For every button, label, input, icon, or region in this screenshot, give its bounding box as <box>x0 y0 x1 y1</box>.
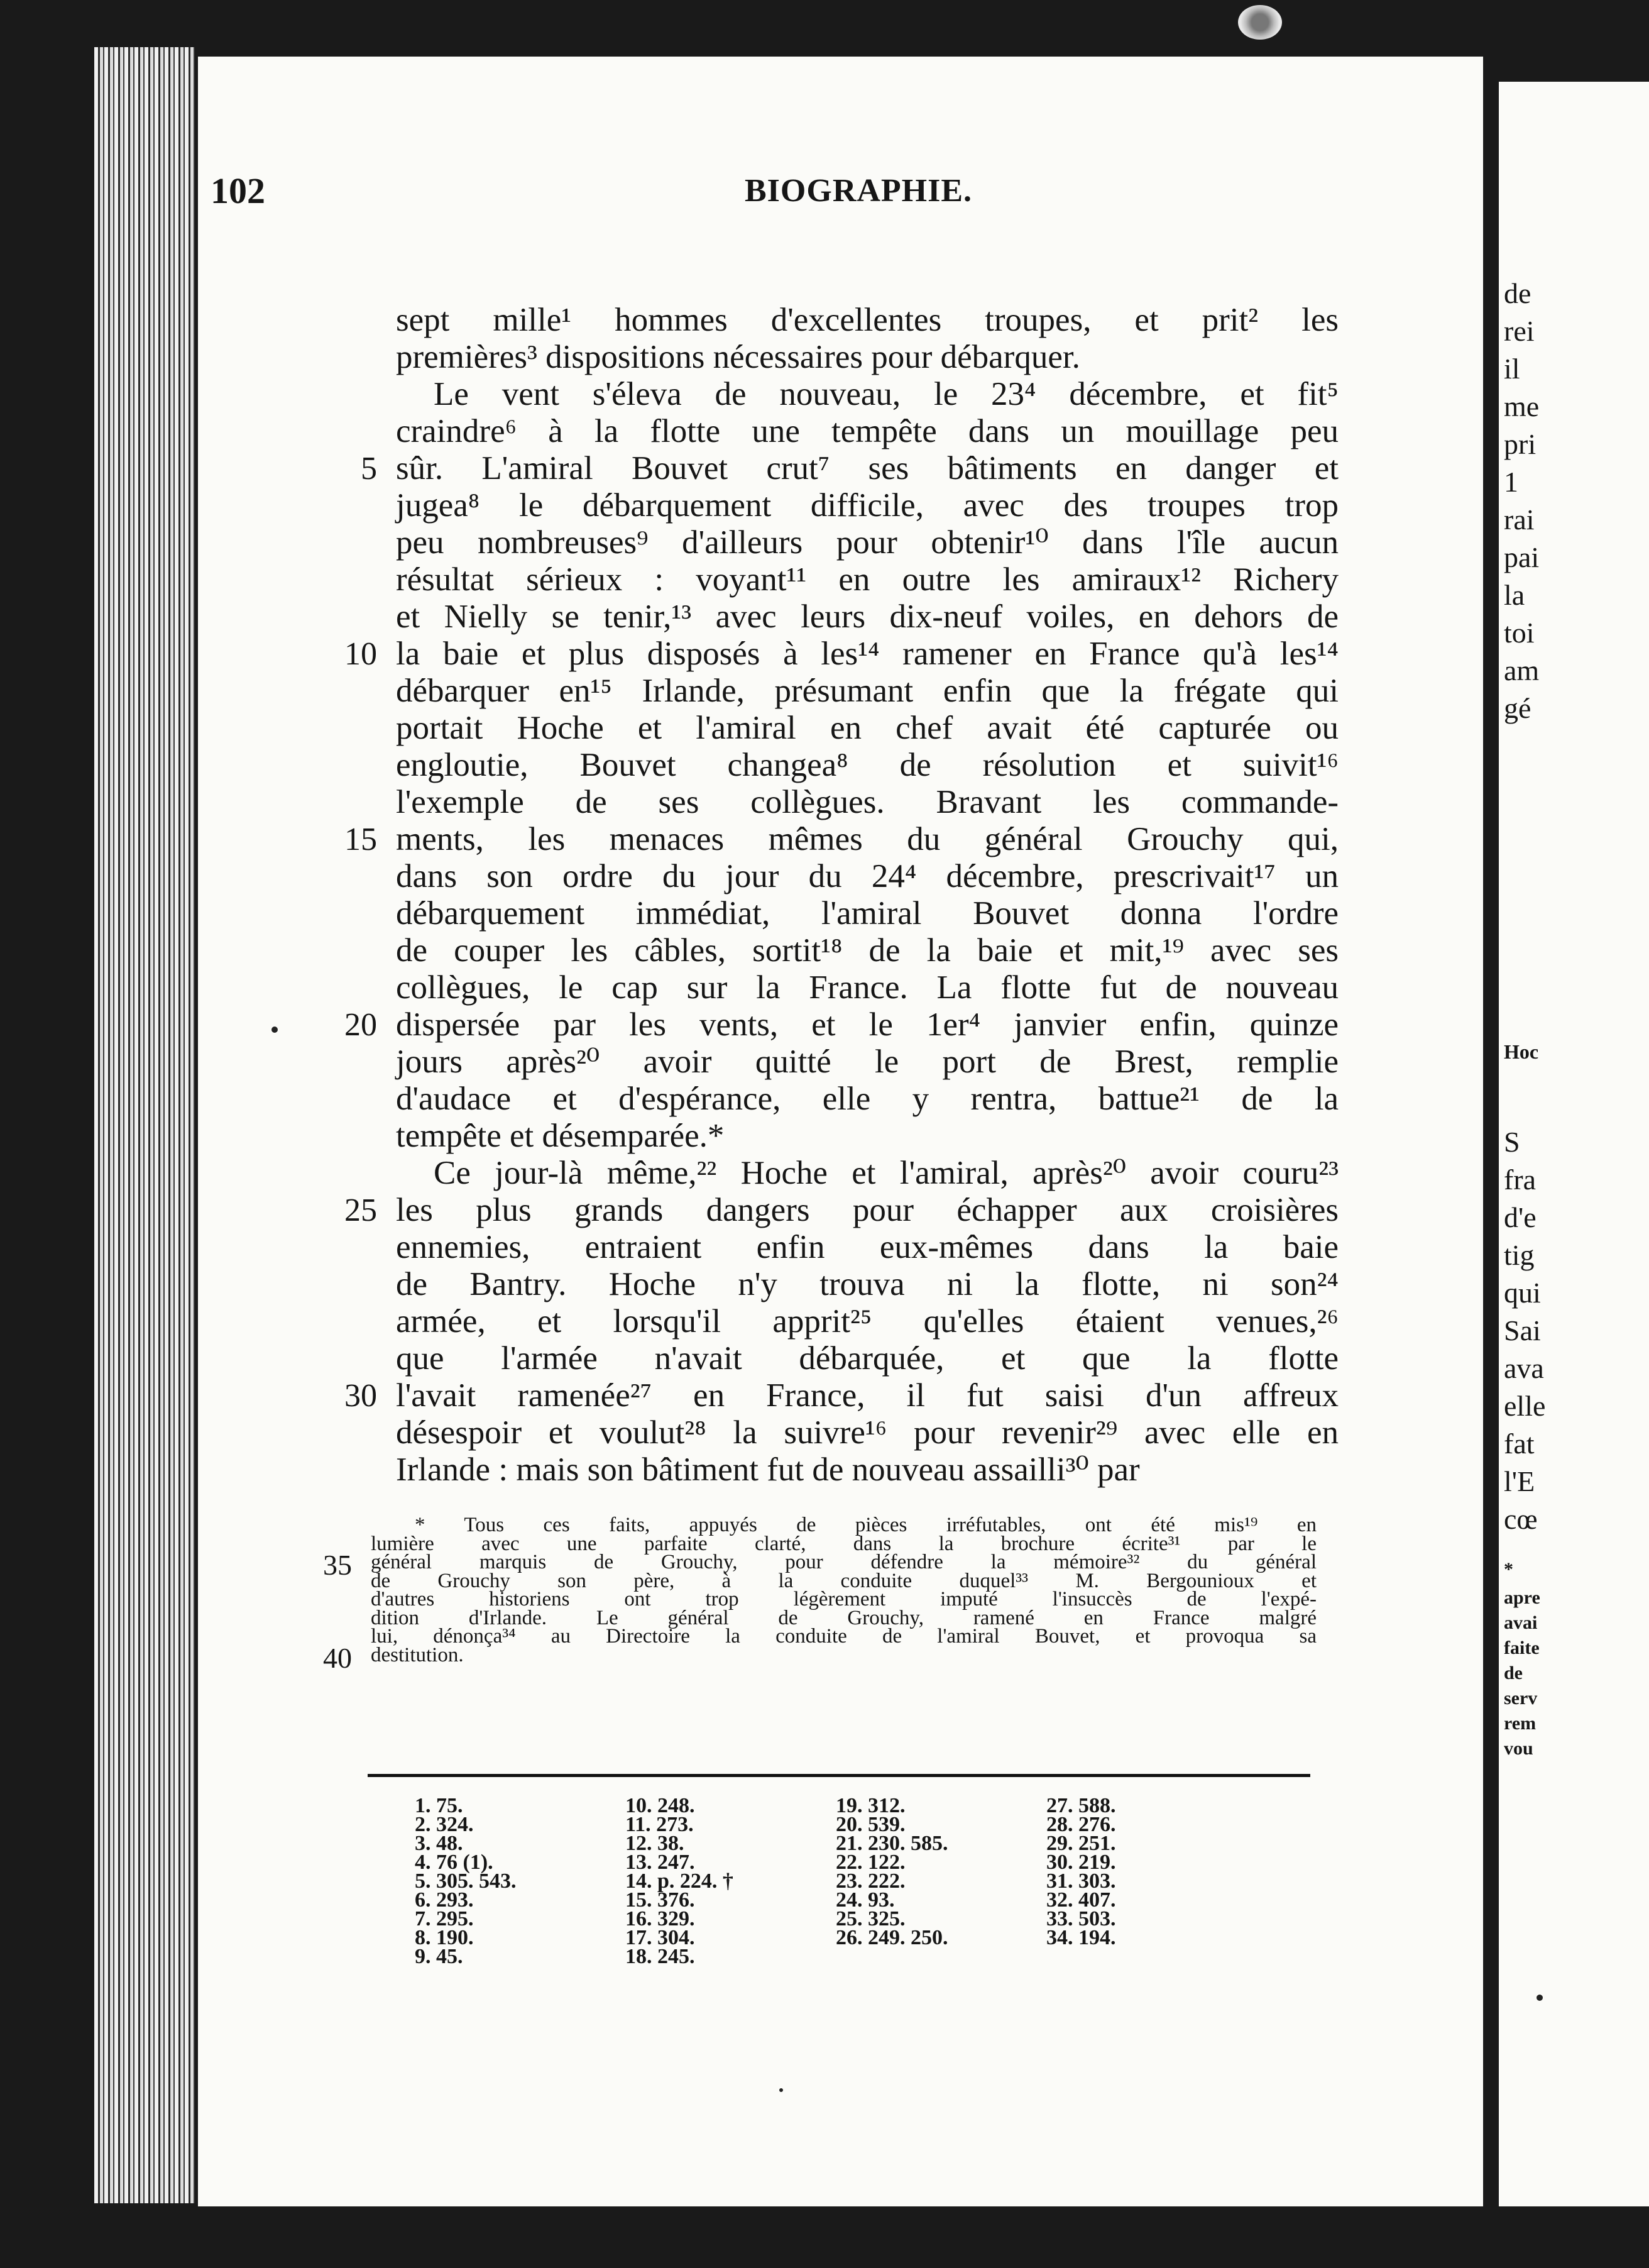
text-line: ments, les menaces mêmes du général Grouchy qui, <box>396 821 1339 857</box>
right-page-fragment <box>1499 82 1649 2206</box>
footnote-line: dition d'Irlande. Le général de Grouchy, ramené en France malgré <box>371 1606 1317 1629</box>
running-title: BIOGRAPHIE. <box>745 173 973 209</box>
right-page-text: ava <box>1504 1352 1544 1384</box>
reference-column <box>836 1794 1046 1966</box>
line-number: 15 <box>344 822 377 857</box>
reference-item: 10. 248. <box>625 1794 695 1817</box>
reference-item: 4. 76 (1). <box>415 1851 493 1874</box>
right-page-text: pri <box>1504 428 1537 460</box>
reference-item: 22. 122. <box>836 1851 906 1874</box>
text-line: résultat sérieux : voyant¹¹ en outre les amiraux¹² Richery <box>396 561 1339 598</box>
reference-item: 1. 75. <box>415 1794 463 1817</box>
right-page-text: vou <box>1504 1738 1533 1759</box>
margin-mark <box>1537 1995 1543 2001</box>
reference-item: 3. 48. <box>415 1832 463 1855</box>
margin-mark <box>271 1027 278 1033</box>
reference-item: 15. 376. <box>625 1888 695 1912</box>
reference-column <box>415 1794 625 1968</box>
right-page-text: faite <box>1504 1638 1540 1658</box>
right-page-text: serv <box>1504 1688 1538 1709</box>
text-line: de couper les câbles, sortit¹⁸ de la baie et mit,¹⁹ avec ses <box>396 932 1339 969</box>
reference-item: 20. 539. <box>836 1813 906 1836</box>
text-line: l'exemple de ses collègues. Bravant les commande- <box>396 784 1339 820</box>
right-page-text: Hoc <box>1504 1040 1539 1063</box>
reference-column <box>625 1794 836 1968</box>
text-line: sûr. L'amiral Bouvet crut⁷ ses bâtiments en danger et <box>396 450 1339 487</box>
page-header <box>0 170 1649 245</box>
line-number: 10 <box>344 636 377 672</box>
footnote-line: destitution. <box>371 1643 464 1666</box>
text-line: la baie et plus disposés à les¹⁴ ramener en France qu'à les¹⁴ <box>396 636 1339 672</box>
text-line: Le vent s'éleva de nouveau, le 23⁴ décembre, et fit⁵ <box>434 376 1339 412</box>
reference-item: 29. 251. <box>1046 1832 1116 1855</box>
right-page-text: gé <box>1504 692 1531 724</box>
reference-item: 6. 293. <box>415 1888 474 1912</box>
reference-item: 9. 45. <box>415 1945 463 1968</box>
line-number: 40 <box>323 1641 352 1674</box>
reference-item: 2. 324. <box>415 1813 474 1836</box>
footnote-line: de Grouchy son père, à la conduite duquel³³ M. Bergounioux et <box>371 1569 1317 1592</box>
reference-item: 18. 245. <box>625 1945 695 1968</box>
right-page-text: de <box>1504 1663 1523 1683</box>
text-line: et Nielly se tenir,¹³ avec leurs dix-neuf voiles, en dehors de <box>396 598 1339 635</box>
reference-item: 30. 219. <box>1046 1851 1116 1874</box>
right-page-text: cœ <box>1504 1503 1538 1535</box>
reference-divider <box>368 1774 1310 1777</box>
right-page-text: il <box>1504 353 1520 385</box>
ink-stain <box>1238 5 1282 40</box>
text-line: collègues, le cap sur la France. La flotte fut de nouveau <box>396 969 1339 1006</box>
text-line: engloutie, Bouvet changea⁸ de résolution et suivit¹⁶ <box>396 747 1339 783</box>
line-number: 25 <box>344 1192 377 1228</box>
text-line: d'audace et d'espérance, elle y rentra, battue²¹ de la <box>396 1081 1339 1117</box>
right-page-text: * <box>1504 1559 1513 1580</box>
reference-item: 23. 222. <box>836 1869 906 1893</box>
text-line: sept mille¹ hommes d'excellentes troupes, et prit² les <box>396 302 1339 338</box>
reference-item: 14. p. 224. † <box>625 1869 733 1893</box>
reference-item: 16. 329. <box>625 1907 695 1930</box>
reference-item: 31. 303. <box>1046 1869 1116 1893</box>
right-page-text: rei <box>1504 315 1535 347</box>
right-page-text: d'e <box>1504 1201 1537 1233</box>
text-line: jugea⁸ le débarquement difficile, avec des troupes trop <box>396 487 1339 524</box>
right-page-text: fra <box>1504 1164 1537 1196</box>
right-page-text: pai <box>1504 541 1540 573</box>
footnote-line: lui, dénonça³⁴ au Directoire la conduite de l'amiral Bouvet, et provoqua sa <box>371 1625 1317 1648</box>
reference-list <box>415 1794 1257 1968</box>
right-page-text: tig <box>1504 1239 1535 1271</box>
reference-item: 7. 295. <box>415 1907 474 1930</box>
text-line: dispersée par les vents, et le 1er⁴ janvier enfin, quinze <box>396 1006 1339 1043</box>
right-page-text: avai <box>1504 1612 1538 1633</box>
reference-item: 21. 230. 585. <box>836 1832 948 1855</box>
text-line: les plus grands dangers pour échapper aux croisières <box>396 1192 1339 1228</box>
right-page-text: me <box>1504 390 1540 422</box>
right-page-text: S <box>1504 1126 1520 1158</box>
right-page-text: rem <box>1504 1713 1537 1734</box>
text-line: que l'armée n'avait débarquée, et que la flotte <box>396 1340 1339 1377</box>
body-text <box>396 302 1339 1489</box>
reference-item: 32. 407. <box>1046 1888 1116 1912</box>
text-line: jours après²⁰ avoir quitté le port de Brest, remplie <box>396 1043 1339 1080</box>
right-page-text: 1 <box>1504 466 1518 498</box>
right-page-text: qui <box>1504 1277 1541 1309</box>
reference-item: 17. 304. <box>625 1926 695 1949</box>
text-line: Irlande : mais son bâtiment fut de nouveau assailli³⁰ par <box>396 1451 1140 1488</box>
text-line: portait Hoche et l'amiral en chef avait été capturée ou <box>396 710 1339 746</box>
text-line: craindre⁶ à la flotte une tempête dans un mouillage peu <box>396 413 1339 449</box>
text-line: premières³ dispositions nécessaires pour débarquer. <box>396 339 1080 375</box>
text-line: débarquer en¹⁵ Irlande, présumant enfin que la frégate qui <box>396 673 1339 709</box>
line-number: 5 <box>361 451 377 487</box>
line-number: 20 <box>344 1007 377 1043</box>
right-page-text: Sai <box>1504 1314 1541 1346</box>
text-line: débarquement immédiat, l'amiral Bouvet donna l'ordre <box>396 895 1339 932</box>
reference-item: 26. 249. 250. <box>836 1926 948 1949</box>
line-number: 30 <box>344 1378 377 1414</box>
margin-mark <box>779 2088 783 2092</box>
reference-item: 11. 273. <box>625 1813 694 1836</box>
text-line: ennemies, entraient enfin eux-mêmes dans la baie <box>396 1229 1339 1265</box>
reference-item: 34. 194. <box>1046 1926 1116 1949</box>
book-page-edges <box>94 47 195 2203</box>
footnote-line: général marquis de Grouchy, pour défendre la mémoire³² du général <box>371 1551 1317 1573</box>
right-page-text: am <box>1504 654 1540 686</box>
reference-item: 25. 325. <box>836 1907 906 1930</box>
text-line: peu nombreuses⁹ d'ailleurs pour obtenir¹⁰ dans l'île aucun <box>396 524 1339 561</box>
right-page-text: fat <box>1504 1428 1535 1460</box>
right-page-text: de <box>1504 277 1531 309</box>
right-page-text: rai <box>1504 504 1535 536</box>
text-line: désespoir et voulut²⁸ la suivre¹⁶ pour revenir²⁹ avec elle en <box>396 1414 1339 1451</box>
text-line: Ce jour-là même,²² Hoche et l'amiral, après²⁰ avoir couru²³ <box>434 1155 1339 1191</box>
page-number: 102 <box>211 170 265 211</box>
right-page-text: apre <box>1504 1587 1540 1608</box>
right-page-text: toi <box>1504 617 1535 649</box>
footnote <box>371 1516 1317 1665</box>
text-line: l'avait ramenée²⁷ en France, il fut saisi d'un affreux <box>396 1377 1339 1414</box>
reference-item: 5. 305. 543. <box>415 1869 517 1893</box>
text-line: dans son ordre du jour du 24⁴ décembre, prescrivait¹⁷ un <box>396 858 1339 895</box>
text-line: tempête et désemparée.* <box>396 1118 725 1154</box>
reference-column <box>1046 1794 1257 1966</box>
footnote-line: * Tous ces faits, appuyés de pièces irréfutables, ont été mis¹⁹ en <box>415 1514 1317 1536</box>
right-page-text: elle <box>1504 1390 1546 1422</box>
reference-item: 19. 312. <box>836 1794 906 1817</box>
reference-item: 33. 503. <box>1046 1907 1116 1930</box>
line-number: 35 <box>323 1549 352 1581</box>
right-page-text: l'E <box>1504 1465 1535 1497</box>
reference-item: 12. 38. <box>625 1832 684 1855</box>
footnote-line: lumière avec une parfaite clarté, dans la brochure écrite³¹ par le <box>371 1532 1317 1555</box>
reference-item: 8. 190. <box>415 1926 474 1949</box>
reference-item: 13. 247. <box>625 1851 695 1874</box>
reference-item: 24. 93. <box>836 1888 895 1912</box>
right-page-text: la <box>1504 579 1525 611</box>
reference-item: 27. 588. <box>1046 1794 1116 1817</box>
footnote-line: d'autres historiens ont trop légèrement imputé l'insuccès de l'expé- <box>371 1588 1317 1610</box>
text-line: armée, et lorsqu'il apprit²⁵ qu'elles étaient venues,²⁶ <box>396 1303 1339 1340</box>
text-line: de Bantry. Hoche n'y trouva ni la flotte, ni son²⁴ <box>396 1266 1339 1302</box>
reference-item: 28. 276. <box>1046 1813 1116 1836</box>
